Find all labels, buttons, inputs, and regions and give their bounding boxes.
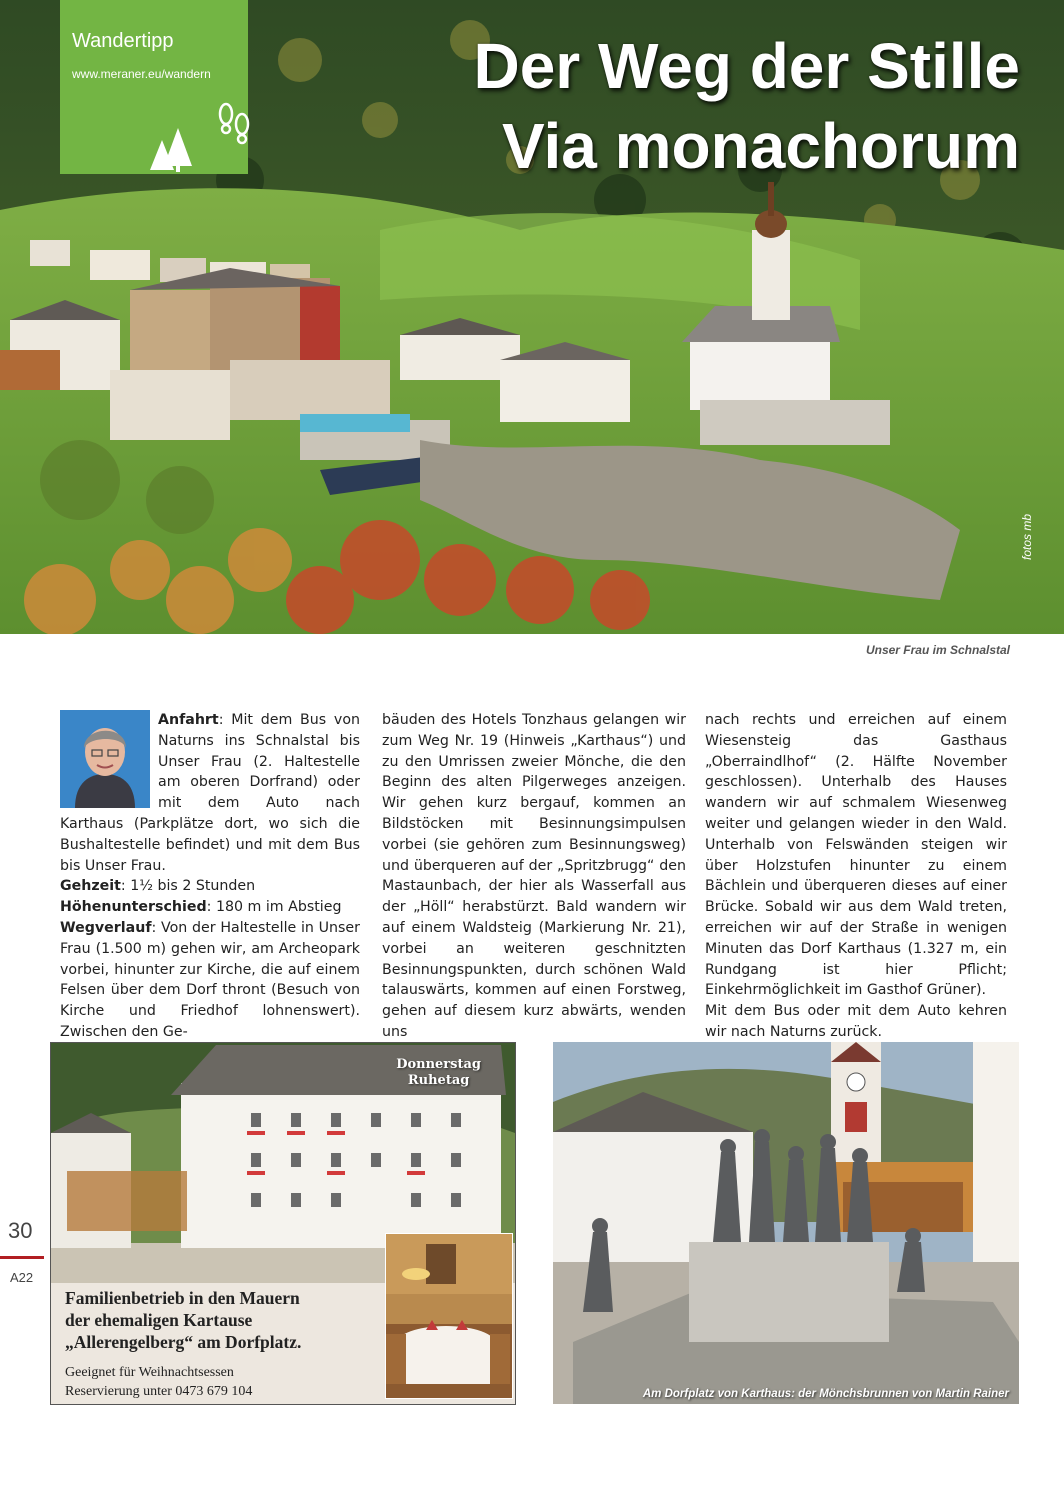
headline-line1: Der Weg der Stille bbox=[473, 30, 1020, 102]
ruhetag-line1: Donnerstag bbox=[396, 1057, 481, 1072]
headline-line2: Via monachorum bbox=[501, 110, 1020, 182]
page-number: 30 bbox=[8, 1218, 33, 1243]
text-wegverlauf: : Von der Haltestelle in Unser Frau (1.500 m) gehen wir, am Archeopark vorbei, hinunter zur Kirche, die auf einem Felsen über dem Dorf thront (Besuch von Kirche und Friedhof lohnenswert). Zwischen den Ge- bbox=[60, 919, 360, 1040]
ruhetag-line2: Ruhetag bbox=[407, 1073, 470, 1088]
page-rule bbox=[0, 1256, 44, 1259]
fountain-illustration bbox=[553, 1042, 1019, 1404]
trees-icon bbox=[140, 120, 194, 174]
ad-sub-line1: Geeignet für Weihnachtsessen bbox=[65, 1365, 234, 1380]
fountain-photo bbox=[553, 1042, 1019, 1404]
ad-subtext bbox=[65, 1363, 252, 1401]
paragraph-col3-return: Mit dem Bus oder mit dem Auto kehren wir nach Naturns zurück. bbox=[705, 1003, 1007, 1040]
dining-room-photo bbox=[385, 1233, 513, 1399]
ruhetag-label bbox=[396, 1057, 481, 1089]
paragraph-col2: bäuden des Hotels Tonzhaus gelangen wir zum Weg Nr. 19 (Hinweis „Karthaus“) und zu den Umrissen zweier Mönche, die den Beginn des alten Pilgerweges anzeigen. Wir gehen kurz bergauf, kommen an Bildstöcken mit Besinnungsimpulsen vorbei (sie gehören zum Besinnungsweg) und überqueren auf der „Spritzbrugg“ den Mastaunbach, der hier als Wasserfall aus der „Höll“ herabstürzt. Bald wandern wir auf einem Waldsteig (Markierung Nr. 21), vorbei an weiteren geschnitzten Besinnungspunkten, durch schönen Wald talauswärts, kommen auf einen Forstweg, gehen auf diesem kurz abwärts, wenden uns bbox=[382, 712, 686, 1040]
gasthof-advert[interactable] bbox=[50, 1042, 516, 1405]
paragraph-col3: nach rechts und erreichen auf einem Wiesensteig das Gasthaus „Oberraindlhof“ (2. Hälfte November geschlossen). Unterhalb des Hauses wandern wir auf schmalem Wiesenweg weiter und gelangen wieder in den Wald. Unterhalb von Felswänden steigen wir über Holzstufen hinunter zu einem Bächlein und überqueren dieses auf einer Brücke. Sobald wir aus dem Wald treten, erreichen wir auf der Straße in wenigen Minuten das Dorf Karthaus (1.327 m, ein Rundgang ist hier Pflicht; Einkehrmöglichkeit im Gasthof Grüner). bbox=[705, 712, 1007, 999]
ad-title bbox=[65, 1287, 365, 1353]
label-anfahrt: Anfahrt bbox=[158, 712, 219, 728]
article-column-3 bbox=[705, 710, 1007, 1043]
page-code: A22 bbox=[10, 1270, 34, 1285]
paragraph-wegverlauf bbox=[60, 918, 360, 1043]
ad-title-line2: der ehemaligen Kartause bbox=[65, 1310, 253, 1330]
text-anfahrt: : Mit dem Bus von Naturns ins Schnalstal bis Unser Frau (2. Haltestelle am oberen Dorfrand) oder mit dem Auto nach Karthaus (Parkplätze dort, wo sich die Bushaltestelle befindet) und mit dem Bus bis Unser Frau. bbox=[60, 712, 360, 874]
author-portrait bbox=[60, 710, 150, 808]
text-gehzeit: : 1½ bis 2 Stunden bbox=[120, 878, 256, 895]
headline bbox=[473, 26, 1020, 186]
ad-title-line1: Familienbetrieb in den Mauern bbox=[65, 1288, 300, 1308]
paragraph-gehzeit bbox=[60, 876, 360, 897]
footprints-icon bbox=[214, 96, 254, 150]
badge-url[interactable]: www.meraner.eu/wandern bbox=[72, 67, 211, 81]
article-column-2 bbox=[382, 710, 686, 1043]
hero-caption: Unser Frau im Schnalstal bbox=[865, 643, 1010, 657]
label-gehzeit: Gehzeit bbox=[60, 878, 121, 895]
hero-photo bbox=[0, 0, 1064, 634]
paragraph-hoehenunterschied bbox=[60, 897, 360, 918]
label-hoehenunterschied: Höhenunterschied bbox=[60, 899, 207, 916]
badge-kicker: Wandertipp bbox=[72, 30, 174, 52]
ad-sub-line2[interactable]: Reservierung unter 0473 679 104 bbox=[65, 1384, 253, 1399]
wandertipp-badge bbox=[60, 0, 248, 174]
article-column-1 bbox=[60, 710, 360, 1043]
text-hoehenunterschied: : 180 m im Abstieg bbox=[206, 899, 342, 916]
ad-title-line3: „Allerengelberg“ am Dorfplatz. bbox=[65, 1332, 302, 1352]
photo-credit: fotos mb bbox=[1020, 513, 1034, 560]
label-wegverlauf: Wegverlauf bbox=[60, 919, 152, 936]
fountain-caption: Am Dorfplatz von Karthaus: der Mönchsbrunnen von Martin Rainer bbox=[642, 1388, 1009, 1400]
